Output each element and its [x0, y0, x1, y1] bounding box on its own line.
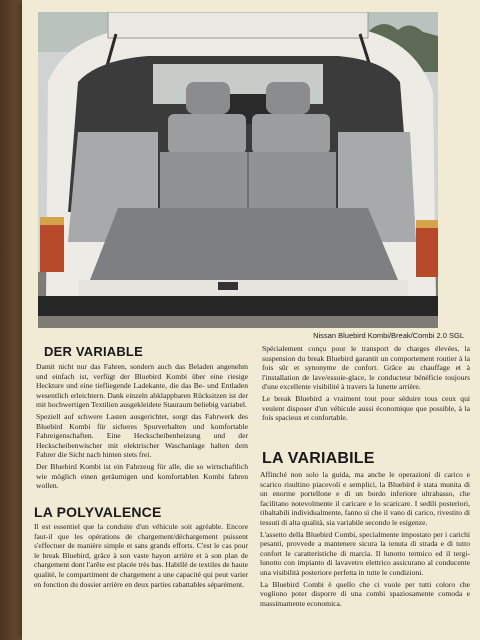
text-it-p2: L'assetto della Bluebird Combi, specialmente impostato per i carichi pesanti, provvede a mantenere sicura la tenuta di strada e di tutto confort le caratteristiche di marcia. Il lunotto termico ed il tergi-lunotto con impianto di lavavetro elettrico assicurano al conducente una visibilità posteriore perfetta in tutte le condizioni. [260, 529, 470, 577]
text-it-p3: La Bluebird Combi è quello che ci vuole per tutti coloro che vogliono poter disporre di una combi spaziosamente comoda e massimamente economica. [260, 579, 470, 608]
car-cargo-photo [38, 12, 438, 328]
heading-fr: LA POLYVALENCE [34, 504, 162, 520]
photo-caption: Nissan Bluebird Kombi/Break/Combi 2.0 SGL [313, 331, 464, 340]
heading-de: DER VARIABLE [44, 344, 143, 359]
text-fr-p3: Le break Bluebird a vraiment tout pour séduire tous ceux qui veulent disposer d'un véhicule aussi économique que possible, à la fois spacieux et confortable. [262, 393, 470, 423]
text-it-p1: Affinché non solo la guida, ma anche le operazioni di carico e scarico risultino piacevoli e semplici, la Bluebird è stata munita di un enorme portellone e di un bordo inferiore ultrabasso, che facilitano notevolmente il caricare e lo scaricare. I sedili posteriori, ribaltabili individualmente, fanno sì che il vano di carico, rivestito di tessuti di alta qualità, sia variabile secondo le esigenze. [260, 470, 470, 527]
text-fr-p1: Il est essentiel que la conduite d'un véhicule soit agréable. Encore faut-il que les opérations de chargement/déchargement puissent s'effectuer de manière simple et sans grands efforts. C'est le cas pour le break Bluebird, grâce à son vaste hayon arrière et à son plan de chargement dont l'arête est placée très bas. Habillé de textiles de haute qualité, le compartiment de chargement a une capacité qui peut varier en fonction du dossier arrière en deux parties rabattables séparément. [34, 522, 248, 589]
text-it [260, 470, 470, 636]
text-de [36, 362, 248, 498]
text-de-p2: Speziell auf schwere Lasten ausgerichtet, sorgt das Fahrwerk des Bluebird Kombi für sicheres Spurverhalten und komfortable Fahreigenschaften. Eine Heckscheibenheizung und der Heckscheibenwischer mit elektrischer Waschanlage halten dem Fahrer die Sicht nach hinten stets frei. [36, 411, 248, 460]
text-de-p3: Der Bluebird Kombi ist ein Fahrzeug für alle, die so wirtschaftlich wie möglich einen geräumigen und komfortablen Kombi fahren wollen. [36, 461, 248, 491]
heading-it: LA VARIABILE [262, 450, 375, 467]
text-de-p1: Damit nicht nur das Fahren, sondern auch das Beladen angenehm und einfach ist, verfügt der Bluebird Kombi über eine riesige Heckture und eine tiefliegende Ladekante, die das Be- und Entladen wesentlich erleichtern. Dank einzeln abklappbaren Rücksitzen ist der mit hochwertigen Textilien ausgekleidete Stauraum beliebig variabel. [36, 362, 248, 410]
text-fr-right [262, 344, 470, 446]
text-fr-p2: Spécialement conçu pour le transport de charges élevées, la suspension du break Bluebird garantit un comportement routier à la fois sûr et synonyme de confort. Grâce au chauffage et à l'installation de lave/essuie-glace, le conducteur bénéficie toujours d'une excellente visibilité à travers la lunette arrière. [262, 344, 470, 392]
